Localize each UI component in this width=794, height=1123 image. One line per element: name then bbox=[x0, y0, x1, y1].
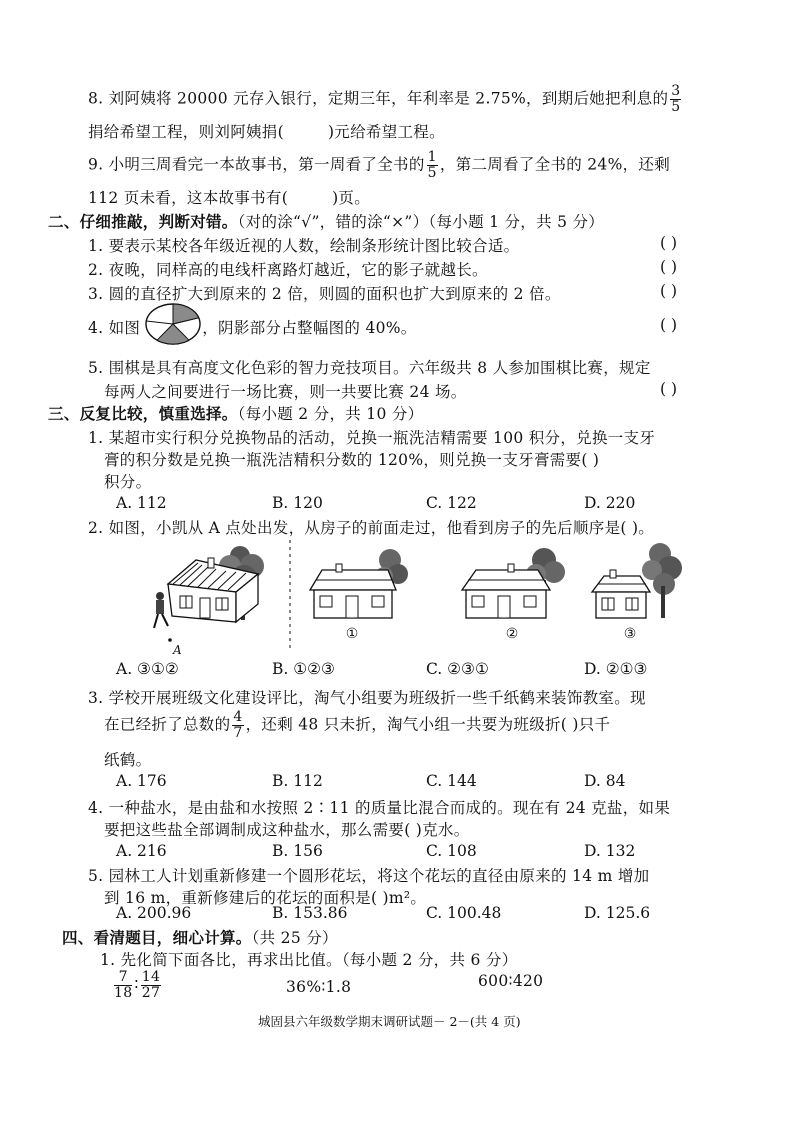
house-view-2-icon bbox=[462, 548, 565, 618]
s3-q4-option-a[interactable]: A. 216 bbox=[116, 842, 167, 860]
s3-q1-option-d[interactable]: D. 220 bbox=[584, 494, 636, 512]
s3-q1-line2: 膏的积分数是兑换一瓶洗洁精积分数的 120%，则兑换一支牙膏需要( ) bbox=[104, 451, 600, 469]
s3-q4-option-d[interactable]: D. 132 bbox=[584, 842, 636, 860]
s2-item-4: 4. 如图 ，阴影部分占整幅图的 40%。 bbox=[88, 319, 417, 337]
s2-item-1: 1. 要表示某校各年级近视的人数，绘制条形统计图比较合适。 bbox=[88, 237, 520, 255]
s3-q1-option-b[interactable]: B. 120 bbox=[272, 494, 323, 512]
s2-answer-4[interactable]: ( ) bbox=[660, 316, 678, 334]
view-label-3: ③ bbox=[623, 626, 637, 642]
s3-q4-option-b[interactable]: B. 156 bbox=[272, 842, 323, 860]
house-view-3-icon bbox=[592, 543, 682, 618]
s3-q4-line2: 要把这些盐全部调制成这种盐水，那么需要( )克水。 bbox=[104, 821, 470, 839]
q9-line2: 112 页未看，这本故事书有( )页。 bbox=[88, 189, 371, 207]
s2-item-5-line1: 5. 围棋是具有高度文化色彩的智力竞技项目。六年级共 8 人参加围棋比赛，规定 bbox=[88, 359, 651, 377]
q8-line2: 捐给希望工程，则刘阿姨捐( )元给希望工程。 bbox=[88, 123, 445, 141]
s3-q5-line1: 5. 园林工人计划重新修建一个圆形花坛，将这个花坛的直径由原来的 14 m 增加 bbox=[88, 867, 650, 885]
s4-ratio-1: $\frac{7}{18}$ ∶ $\frac{14}{27}$ bbox=[114, 969, 161, 1001]
s2-item-5-line2: 每两人之间要进行一场比赛，则一共要比赛 24 场。 bbox=[104, 383, 467, 401]
s2-item-3: 3. 圆的直径扩大到原来的 2 倍，则圆的面积也扩大到原来的 2 倍。 bbox=[88, 285, 561, 303]
section2-heading: 二、仔细推敲，判断对错。（对的涂“√”，错的涂“×”）（每小题 1 分，共 5 分） bbox=[48, 213, 605, 231]
s4-ratio-3: 600∶420 bbox=[478, 972, 544, 990]
s3-q2-option-b[interactable]: B. ①②③ bbox=[272, 660, 335, 678]
s3-q3-line1: 3. 学校开展班级文化建设评比，淘气小组要为班级折一些千纸鹤来装饰教室。现 bbox=[88, 689, 646, 707]
s3-q2-option-d[interactable]: D. ②①③ bbox=[584, 660, 648, 678]
s3-q1-option-c[interactable]: C. 122 bbox=[426, 494, 477, 512]
s3-q5-option-a[interactable]: A. 200.96 bbox=[116, 904, 192, 922]
s3-q1-line3: 积分。 bbox=[104, 473, 152, 491]
s3-q5-line2: 到 16 m，重新修建后的花坛的面积是( )m²。 bbox=[104, 889, 427, 907]
s3-q3-line3: 纸鹤。 bbox=[104, 751, 152, 769]
s2-answer-2[interactable]: ( ) bbox=[660, 258, 678, 276]
s3-q5-option-c[interactable]: C. 100.48 bbox=[426, 904, 502, 922]
s3-q5-option-b[interactable]: B. 153.86 bbox=[272, 904, 348, 922]
house-views-figure bbox=[140, 540, 700, 658]
s3-q3-option-d[interactable]: D. 84 bbox=[584, 772, 626, 790]
s3-q2-line1: 2. 如图，小凯从 A 点处出发，从房子的前面走过，他看到房子的先后顺序是( )。 bbox=[88, 519, 655, 537]
s3-q2-option-c[interactable]: C. ②③① bbox=[426, 660, 489, 678]
s3-q3-option-a[interactable]: A. 176 bbox=[116, 772, 167, 790]
s3-q3-option-c[interactable]: C. 144 bbox=[426, 772, 477, 790]
s2-item-2: 2. 夜晚，同样高的电线杆离路灯越近，它的影子就越长。 bbox=[88, 261, 488, 279]
s4-q1-line: 1. 先化简下面各比，再求出比值。（每小题 2 分，共 6 分） bbox=[100, 951, 518, 969]
s2-answer-5[interactable]: ( ) bbox=[660, 380, 678, 398]
s3-q2-option-a[interactable]: A. ③①② bbox=[116, 660, 179, 678]
pie-chart-figure bbox=[144, 302, 202, 346]
view-label-2: ② bbox=[505, 626, 519, 642]
section4-heading: 四、看清题目，细心计算。（共 25 分） bbox=[62, 929, 338, 947]
s3-q1-line1: 1. 某超市实行积分兑换物品的活动，兑换一瓶洗洁精需要 100 积分，兑换一支牙 bbox=[88, 429, 656, 447]
point-a-label: A bbox=[173, 643, 182, 657]
s3-q3-line2: 在已经折了总数的 $\frac{4}{7}$ ，还剩 48 只未折，淘气小组一共要为班级折( )只千 bbox=[104, 709, 611, 741]
q8-fraction: $\frac{3}{5}$ bbox=[671, 83, 681, 115]
s3-q4-option-c[interactable]: C. 108 bbox=[426, 842, 477, 860]
q3-fraction: $\frac{4}{7}$ bbox=[233, 709, 243, 741]
view-label-1: ① bbox=[345, 626, 359, 642]
house-view-1-icon bbox=[310, 549, 408, 618]
s2-answer-3[interactable]: ( ) bbox=[660, 282, 678, 300]
q9-fraction: $\frac{1}{5}$ bbox=[427, 149, 437, 181]
s4-ratio-2: 36%∶1.8 bbox=[286, 978, 352, 996]
s3-q3-option-b[interactable]: B. 112 bbox=[272, 772, 323, 790]
s2-answer-1[interactable]: ( ) bbox=[660, 234, 678, 252]
page-footer: 城固县六年级数学期末调研试题－ 2－(共 4 页) bbox=[258, 1014, 521, 1029]
section3-heading: 三、反复比较，慎重选择。（每小题 2 分，共 10 分） bbox=[48, 405, 424, 423]
q8-line1: 8. 刘阿姨将 20000 元存入银行，定期三年，年利率是 2.75%，到期后她把利息的 $\frac{3}{5}$ bbox=[88, 83, 681, 115]
s3-q5-option-d[interactable]: D. 125.6 bbox=[584, 904, 651, 922]
s3-q1-option-a[interactable]: A. 112 bbox=[116, 494, 167, 512]
q9-line1: 9. 小明三周看完一本故事书，第一周看了全书的 $\frac{1}{5}$ ，第二周看了全书的 24%，还剩 bbox=[88, 149, 671, 181]
s3-q4-line1: 4. 一种盐水，是由盐和水按照 2∶11 的质量比混合而成的。现在有 24 克盐，如果 bbox=[88, 799, 671, 817]
house-perspective-icon bbox=[154, 546, 264, 642]
